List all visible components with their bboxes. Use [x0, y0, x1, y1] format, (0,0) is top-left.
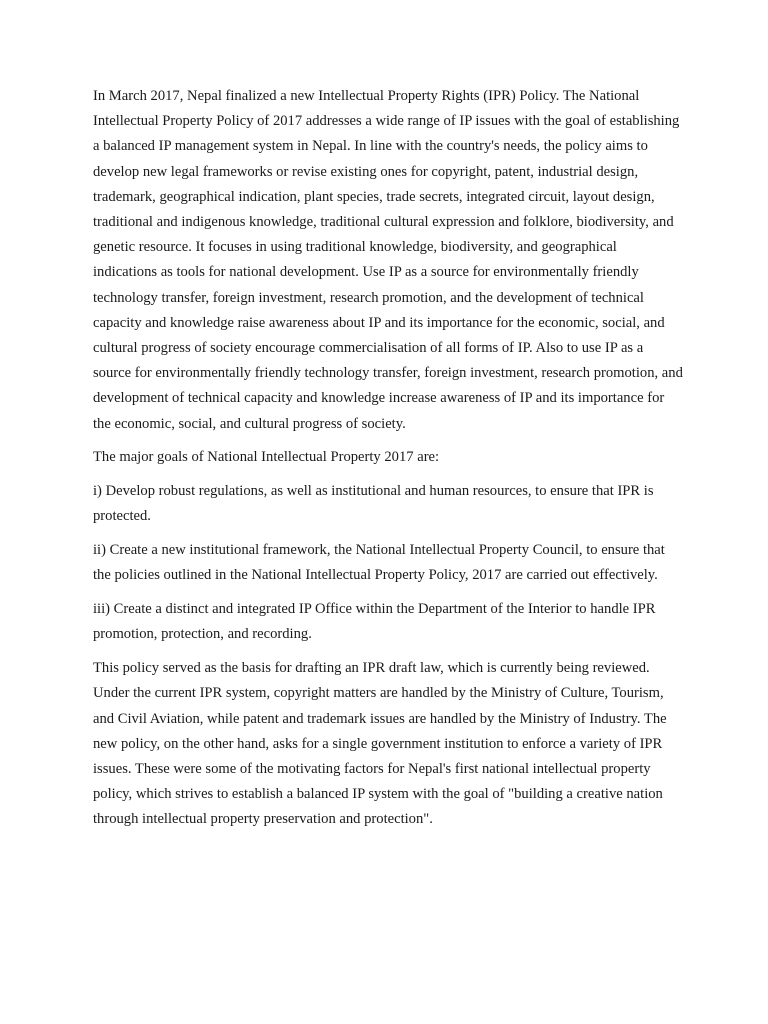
conclusion-paragraph: This policy served as the basis for drafting an IPR draft law, which is currently being reviewed. Under the current IPR system, copyright matters are handled by the Ministry of Culture, Tourism, and Civil Aviation, while patent and trademark issues are handled by the Ministry of Industry. The new policy, on the other hand, asks for a single government institution to enforce a variety of IPR issues. These were some of the motivating factors for Nepal's first national intellectual property policy, which strives to establish a balanced IP system with the goal of "building a creative nation through intellectual property preservation and protection".	[93, 660, 667, 828]
goal-item-1: i) Develop robust regulations, as well as institutional and human resources, to ensure that IPR is protected.	[93, 483, 654, 525]
intro-paragraph: In March 2017, Nepal finalized a new Intellectual Property Rights (IPR) Policy. The National Intellectual Property Policy of 2017 addresses a wide range of IP issues with the goal of establishing a balanced IP management system in Nepal. In line with the country's needs, the policy aims to develop new legal frameworks or revise existing ones for copyright, patent, industrial design, trademark, geographical indication, plant species, trade secrets, integrated circuit, layout design, traditional and indigenous knowledge, traditional cultural expression and folklore, biodiversity, and genetic resource. It focuses in using traditional knowledge, biodiversity, and geographical indications as tools for national development. Use IP as a source for environmentally friendly technology transfer, foreign investment, research promotion, and the development of technical capacity and knowledge raise awareness about IP and its importance for the economic, social, and cultural progress of society encourage commercialisation of all forms of IP. Also to use IP as a source for environmentally friendly technology transfer, foreign investment, research promotion, and development of technical capacity and knowledge increase awareness of IP and its importance for the economic, social, and cultural progress of society.	[93, 88, 683, 432]
document-page	[93, 84, 683, 841]
goal-item-3: iii) Create a distinct and integrated IP Office within the Department of the Interior to handle IPR promotion, protection, and recording.	[93, 601, 656, 643]
goal-item-2: ii) Create a new institutional framework, the National Intellectual Property Council, to ensure that the policies outlined in the National Intellectual Property Policy, 2017 are carried out effectively.	[93, 542, 665, 584]
goals-heading-paragraph: The major goals of National Intellectual Property 2017 are:	[93, 449, 440, 466]
